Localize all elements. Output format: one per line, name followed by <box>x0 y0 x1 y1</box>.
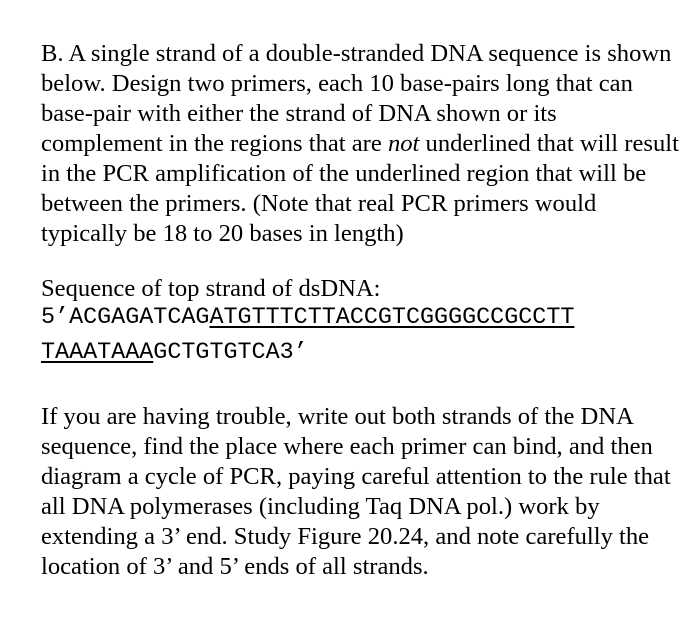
sequence-line-2 <box>41 340 308 366</box>
question-line: in the PCR amplification of the underlined region that will be <box>41 160 647 187</box>
sequence-underlined-segment: ATGTTTCTTACCGTCGGGGCCGCCTT <box>209 305 575 331</box>
question-text: underlined that will result <box>419 130 679 157</box>
question-line: base-pair with either the strand of DNA shown or its <box>41 100 557 127</box>
sequence-line-1 <box>41 305 574 331</box>
question-line: typically be 18 to 20 bases in length) <box>41 220 404 247</box>
instructions-line: If you are having trouble, write out both strands of the DNA <box>41 403 634 430</box>
question-paragraph <box>41 39 700 249</box>
emphasis-not: not <box>387 130 420 157</box>
question-line <box>41 129 700 159</box>
sequence-underlined-segment: TAAATAAA <box>41 340 154 366</box>
question-text: complement in the regions that are <box>41 130 388 157</box>
instructions-line: location of 3’ and 5’ ends of all strands. <box>41 553 429 580</box>
question-line: B. A single strand of a double-stranded DNA sequence is shown <box>41 40 672 67</box>
sequence-plain-segment: GCTGTGTCA3’ <box>153 340 308 366</box>
sequence-heading: Sequence of top strand of dsDNA: <box>41 275 381 302</box>
instructions-line: diagram a cycle of PCR, paying careful attention to the rule that <box>41 463 671 490</box>
instructions-line: sequence, find the place where each primer can bind, and then <box>41 433 653 460</box>
sequence-plain-segment: 5’ACGAGATCAG <box>41 305 210 331</box>
question-line: below. Design two primers, each 10 base-pairs long that can <box>41 70 633 97</box>
question-line: between the primers. (Note that real PCR primers would <box>41 190 597 217</box>
instructions-line: extending a 3’ end. Study Figure 20.24, and note carefully the <box>41 523 650 550</box>
instructions-line: all DNA polymerases (including Taq DNA pol.) work by <box>41 493 600 520</box>
instructions-paragraph <box>41 402 700 582</box>
